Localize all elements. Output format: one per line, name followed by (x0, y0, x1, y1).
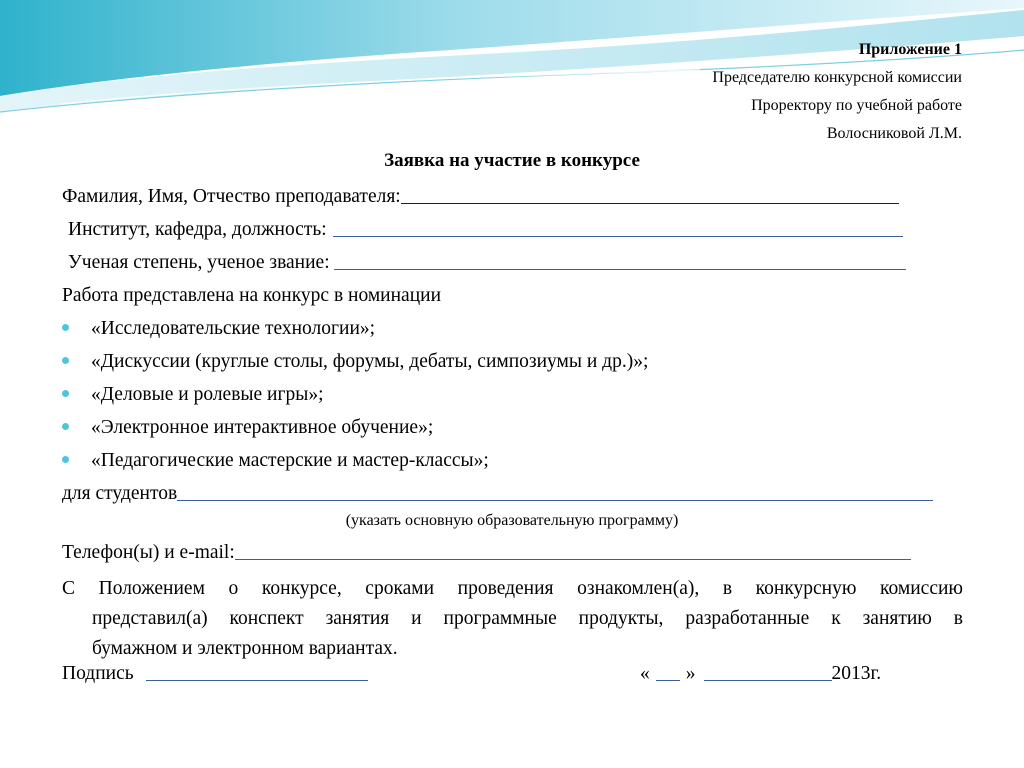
fio-blank-line[interactable] (401, 202, 899, 204)
nomination-text: «Электронное интерактивное обучение»; (91, 417, 434, 438)
students-label: для студентов (62, 483, 178, 504)
agreement-line-2: представил(а) конспект занятия и программные продукты, разработанные к занятию в (92, 608, 963, 629)
document-title: Заявка на участие в конкурсе (384, 150, 640, 171)
degree-row (68, 252, 906, 274)
appendix-label: Приложение 1 (858, 41, 962, 58)
signature-label: Подпись (62, 663, 134, 684)
nomination-text: «Дискуссии (круглые столы, форумы, дебаты, симпозиумы и др.)»; (91, 351, 649, 372)
nomination-item (62, 417, 433, 439)
institute-blank-line[interactable] (333, 235, 903, 237)
nomination-item (62, 384, 324, 406)
addressee-line-1: Председателю конкурсной комиссии (712, 69, 962, 86)
institute-label: Институт, кафедра, должность: (68, 219, 327, 240)
bullet-icon (62, 456, 69, 463)
phone-blank-line[interactable] (235, 558, 911, 560)
degree-label: Ученая степень, ученое звание: (68, 252, 330, 273)
nomination-item (62, 318, 375, 340)
fio-row (62, 186, 899, 208)
addressee-line-2: Проректору по учебной работе (751, 97, 962, 114)
students-hint: (указать основную образовательную программу) (345, 512, 679, 529)
agreement-line-3: бумажном и электронном вариантах. (92, 638, 398, 659)
nomination-text: «Деловые и ролевые игры»; (91, 384, 324, 405)
phone-label: Телефон(ы) и e-mail: (62, 542, 235, 563)
date-month-blank[interactable] (704, 679, 832, 681)
phone-row (62, 542, 911, 564)
bullet-icon (62, 390, 69, 397)
signature-row (62, 663, 368, 685)
date-quote-open: « (640, 663, 650, 684)
nomination-intro-text: Работа представлена на конкурс в номинации (62, 285, 442, 306)
date-row (640, 663, 881, 685)
date-year: 2013г. (831, 663, 882, 684)
signature-blank-line[interactable] (146, 679, 368, 681)
agreement-paragraph (62, 574, 963, 664)
addressee-line-3: Волосниковой Л.М. (826, 125, 962, 142)
date-quote-close: » (685, 663, 696, 684)
institute-row (68, 219, 903, 241)
bullet-icon (62, 357, 69, 364)
nomination-intro (62, 285, 441, 307)
nomination-item (62, 450, 489, 472)
addressee-block (712, 36, 962, 148)
date-day-blank[interactable] (656, 679, 680, 681)
degree-blank-line[interactable] (334, 268, 906, 270)
bullet-icon (62, 324, 69, 331)
bullet-icon (62, 423, 69, 430)
nomination-text: «Педагогические мастерские и мастер-классы»; (91, 450, 489, 471)
agreement-line-1: С Положением о конкурсе, сроками проведения ознакомлен(а), в конкурсную комиссию (62, 578, 963, 599)
students-row (62, 483, 933, 505)
nomination-text: «Исследовательские технологии»; (91, 318, 376, 339)
students-blank-line[interactable] (177, 499, 933, 501)
nomination-item (62, 351, 648, 373)
fio-label: Фамилия, Имя, Отчество преподавателя: (62, 186, 401, 207)
